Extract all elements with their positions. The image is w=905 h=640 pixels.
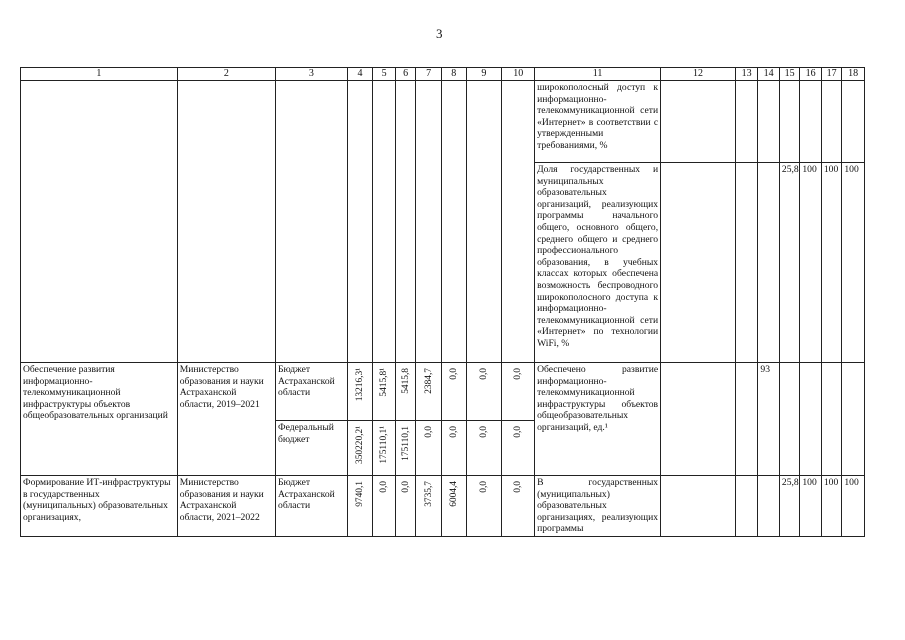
cell-empty — [416, 81, 442, 363]
value-cell: 25,8 — [779, 163, 799, 363]
cell-empty — [661, 363, 736, 476]
value-cell: 25,8 — [779, 476, 799, 537]
cell-empty — [661, 476, 736, 537]
cell-empty — [661, 81, 736, 163]
value-cell: 100 — [821, 476, 841, 537]
amount-year: 2384,7 — [416, 363, 442, 421]
cell-empty — [441, 81, 466, 363]
funding-source: Федеральный бюджет — [276, 421, 348, 476]
column-header: 10 — [502, 68, 535, 81]
column-header: 14 — [758, 68, 780, 81]
value-cell: 100 — [842, 476, 865, 537]
amount-year: 5415,8¹ — [373, 363, 396, 421]
cell-empty — [758, 476, 780, 537]
cell-empty — [779, 81, 799, 163]
page-number: 3 — [436, 26, 443, 41]
cell-empty — [276, 81, 348, 363]
cell-empty — [800, 81, 822, 163]
amount-year: 0,0 — [416, 421, 442, 476]
amount-year: 0,0 — [373, 476, 396, 537]
amount-total: 350220,2¹ — [347, 421, 373, 476]
amount-year: 0,0 — [466, 476, 502, 537]
amount-year: 0,0 — [441, 421, 466, 476]
executor: Министерство образования и науки Астраханской области, 2019–2021 — [177, 363, 275, 476]
column-header: 16 — [800, 68, 822, 81]
header-row — [21, 68, 865, 81]
amount-year: 175110,1 — [395, 421, 415, 476]
cell-empty — [735, 81, 758, 163]
cell-empty — [502, 81, 535, 363]
cell-empty — [661, 163, 736, 363]
amount-year: 0,0 — [441, 363, 466, 421]
amount-year: 6004,4 — [441, 476, 466, 537]
cell-empty — [373, 81, 396, 363]
column-header: 15 — [779, 68, 799, 81]
amount-year: 3735,7 — [416, 476, 442, 537]
cell-empty — [758, 163, 780, 363]
column-header: 13 — [735, 68, 758, 81]
cell-empty — [758, 81, 780, 163]
column-header: 5 — [373, 68, 396, 81]
cell-empty — [821, 363, 841, 476]
column-header: 7 — [416, 68, 442, 81]
column-header: 3 — [276, 68, 348, 81]
activity-name: Формирование ИТ-инфраструктуры в государственных (муниципальных) образовательных организациях, — [21, 476, 178, 537]
column-header: 4 — [347, 68, 373, 81]
cell-empty — [779, 363, 799, 476]
funding-source: Бюджет Астраханской области — [276, 476, 348, 537]
amount-year: 5415,8 — [395, 363, 415, 421]
cell-empty — [466, 81, 502, 363]
cell-empty — [735, 476, 758, 537]
column-header: 1 — [21, 68, 178, 81]
column-header: 8 — [441, 68, 466, 81]
column-header: 17 — [821, 68, 841, 81]
cell-empty — [395, 81, 415, 363]
value-cell: 100 — [800, 476, 822, 537]
amount-year: 0,0 — [502, 421, 535, 476]
cell-empty — [842, 363, 865, 476]
indicator-text: Обеспечено развитие информационно-телекоммуникационной инфраструктуры объектов общеобразовательных организаций, ед.¹ — [535, 363, 661, 476]
table-row — [21, 476, 865, 537]
column-header: 6 — [395, 68, 415, 81]
cell-empty — [800, 363, 822, 476]
funding-source: Бюджет Астраханской области — [276, 363, 348, 421]
cell-empty — [842, 81, 865, 163]
column-header: 9 — [466, 68, 502, 81]
amount-year: 175110,1¹ — [373, 421, 396, 476]
amount-total: 9740,1 — [347, 476, 373, 537]
indicator-text: Доля государственных и муниципальных образовательных организаций, реализующих программы начального общего, основного общего, среднего общего и среднего профессионального образования, в учебных классах которых обеспечена возможность беспроводного широкополосного доступа к информационно-телекоммуникационной сети «Интернет» по технологии WiFi, % — [535, 163, 661, 363]
column-header: 11 — [535, 68, 661, 81]
column-header: 18 — [842, 68, 865, 81]
amount-year: 0,0 — [502, 476, 535, 537]
value-cell: 93 — [758, 363, 780, 476]
table-row — [21, 363, 865, 421]
amount-year: 0,0 — [466, 363, 502, 421]
amount-year: 0,0 — [395, 476, 415, 537]
value-cell: 100 — [821, 163, 841, 363]
amount-year: 0,0 — [502, 363, 535, 421]
value-cell: 100 — [800, 163, 822, 363]
cell-empty — [177, 81, 275, 363]
program-table — [20, 67, 865, 537]
cell-empty — [735, 163, 758, 363]
activity-name: Обеспечение развития информационно-телекоммуникационной инфраструктуры объектов общеобразовательных организаций — [21, 363, 178, 476]
cell-empty — [735, 363, 758, 476]
cell-empty — [347, 81, 373, 363]
indicator-text: широкополосный доступ к информационно-телекоммуникационной сети «Интернет» в соответствии с утвержденными требованиями, % — [535, 81, 661, 163]
executor: Министерство образования и науки Астраханской области, 2021–2022 — [177, 476, 275, 537]
cell-empty — [21, 81, 178, 363]
indicator-text: В государственных (муниципальных) образовательных организациях, реализующих программы — [535, 476, 661, 537]
amount-year: 0,0 — [466, 421, 502, 476]
column-header: 12 — [661, 68, 736, 81]
cell-empty — [821, 81, 841, 163]
amount-total: 13216,3¹ — [347, 363, 373, 421]
column-header: 2 — [177, 68, 275, 81]
value-cell: 100 — [842, 163, 865, 363]
table-row — [21, 81, 865, 163]
